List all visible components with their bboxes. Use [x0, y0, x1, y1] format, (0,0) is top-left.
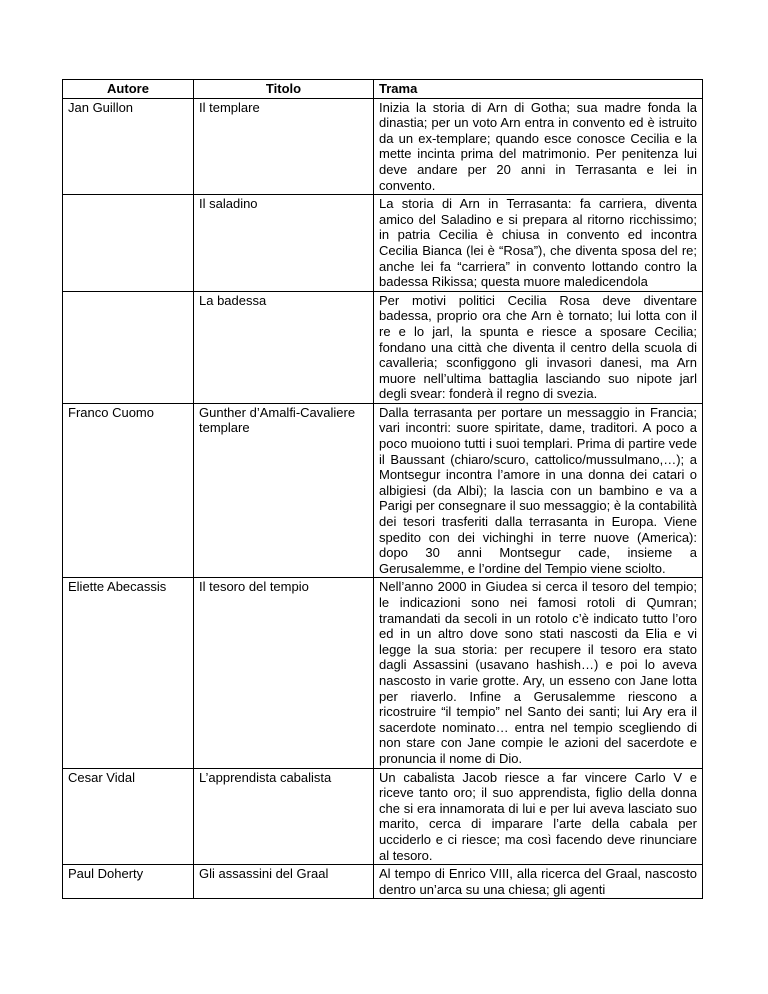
table-row: [63, 403, 703, 578]
document-page: [62, 79, 702, 899]
author-cell: Paul Doherty: [63, 865, 194, 899]
table-row: [63, 98, 703, 195]
table-row: [63, 865, 703, 899]
header-autore: Autore: [63, 80, 194, 99]
title-cell: L’apprendista cabalista: [194, 768, 374, 865]
plot-cell: Al tempo di Enrico VIII, alla ricerca del Graal, nascosto dentro un’arca su una chiesa; gli agenti: [374, 865, 703, 899]
plot-cell: Un cabalista Jacob riesce a far vincere Carlo V e riceve tanto oro; il suo apprendista, figlio della donna che si era innamorata di lui e per lui aveva lasciato suo marito, cerca di imparare l’arte della cabala per ucciderlo e ci riesce; ma così facendo deve rinunciare al tesoro.: [374, 768, 703, 865]
title-cell: Il tesoro del tempio: [194, 578, 374, 768]
title-cell: Il saladino: [194, 195, 374, 292]
author-cell: Franco Cuomo: [63, 403, 194, 578]
author-cell: Eliette Abecassis: [63, 578, 194, 768]
title-cell: Gli assassini del Graal: [194, 865, 374, 899]
table-row: [63, 768, 703, 865]
header-titolo: Titolo: [194, 80, 374, 99]
header-row: [63, 80, 703, 99]
author-cell: [63, 291, 194, 403]
author-cell: [63, 195, 194, 292]
author-cell: Cesar Vidal: [63, 768, 194, 865]
table-row: [63, 291, 703, 403]
author-cell: Jan Guillon: [63, 98, 194, 195]
books-table: [62, 79, 703, 899]
table-row: [63, 578, 703, 768]
title-cell: La badessa: [194, 291, 374, 403]
plot-cell: Inizia la storia di Arn di Gotha; sua madre fonda la dinastia; per un voto Arn entra in convento ed è istruito da un ex-templare; quando esce conosce Cecilia e la mette incinta prima del matrimonio. Per penitenza lui deve andare per 20 anni in Terrasanta e lei in convento.: [374, 98, 703, 195]
plot-cell: La storia di Arn in Terrasanta: fa carriera, diventa amico del Saladino e si prepara al ritorno ricchissimo; in patria Cecilia è chiusa in convento ed incontra Cecilia Bianca (lei è “Rosa”), che diventa sposa del re; anche lei fa “carriera” in convento lottando contro la badessa Rikissa; questa muore maledicendola: [374, 195, 703, 292]
title-cell: Gunther d’Amalfi-Cavaliere templare: [194, 403, 374, 578]
plot-cell: Dalla terrasanta per portare un messaggio in Francia; vari incontri: suore spiritate, dame, traditori. A poco a poco muoiono tutti i suoi templari. Prima di partire vede il Baussant (chiaro/scuro, cattolico/mussulmano,…); a Montsegur incontra l’amore in una donna dei catari o albigiesi (da Albi); la lascia con un bambino e va a Parigi per consegnare il suo messaggio; è la contabilità dei tesori trasferiti dalla terrasanta in Europa. Viene spedito con dei vichinghi in terre nuove (America): dopo 30 anni Montsegur cade, insieme a Gerusalemme, e l’ordine del Tempio viene sciolto.: [374, 403, 703, 578]
header-trama: Trama: [374, 80, 703, 99]
plot-cell: Nell’anno 2000 in Giudea si cerca il tesoro del tempio; le indicazioni sono nei famosi rotoli di Qumran; tramandati da secoli in un rotolo c’è indicato tutto l’oro ed in un altro dove sono stati nascosti da Elia e vi legge la sua storia: per recupere il tesoro era stato dagli Assassini (usavano hashish…) e poi lo aveva nascosto in varie grotte. Ary, un esseno con Jane lotta per riaverlo. Infine a Gerusalemme riescono a ricostruire “il tempio” nel Santo dei santi; lui Ary era il sacerdote nominato… entra nel tempio scegliendo di non stare con Jane compie le azioni del sacerdote e pronuncia il nome di Dio.: [374, 578, 703, 768]
table-row: [63, 195, 703, 292]
title-cell: Il templare: [194, 98, 374, 195]
plot-cell: Per motivi politici Cecilia Rosa deve diventare badessa, proprio ora che Arn è tornato; lui lotta con il re e lo jarl, la spunta e riesce a sposare Cecilia; fondano una città che diventa il centro della scuola di cavalleria; sconfiggono gli invasori danesi, ma Arn muore nell’ultima battaglia lasciando suo nipote jarl degli svear: fonderà il regno di svezia.: [374, 291, 703, 403]
